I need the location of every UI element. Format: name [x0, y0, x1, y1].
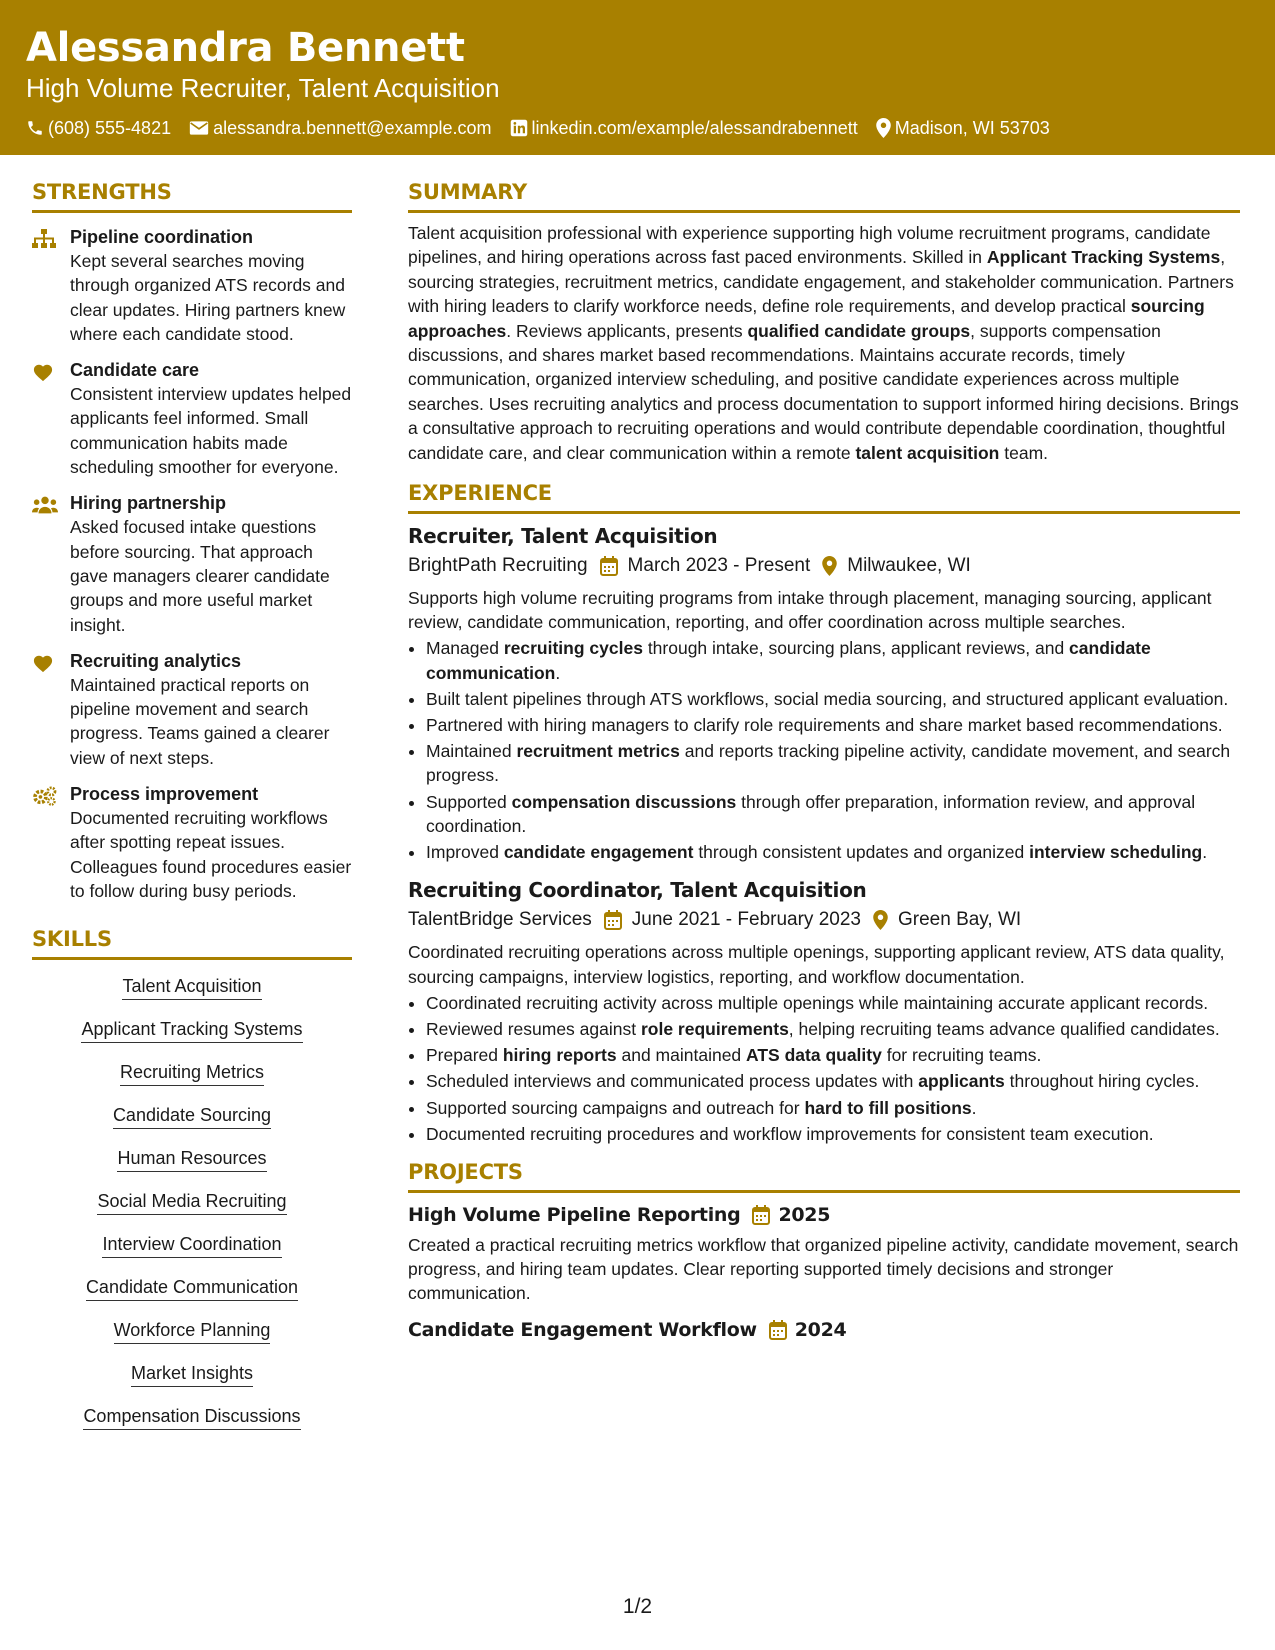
- contact-linkedin[interactable]: [510, 116, 858, 140]
- bullet-item: • Scheduled interviews and communicated process updates with applicants throughout hiring cycles.: [426, 1069, 1240, 1093]
- skill-item: Compensation Discussions: [83, 1404, 300, 1430]
- email-text: alessandra.bennett@example.com: [213, 118, 492, 138]
- contact-bar: [26, 116, 1249, 140]
- phone-icon: [26, 119, 44, 137]
- calendar-icon: [604, 910, 622, 930]
- project-title: High Volume Pipeline Reporting: [408, 1203, 741, 1226]
- job-description: Supports high volume recruiting programs from intake through placement, managing sourcing, applicant review, candidate communication, reporting, and offer coordination across multiple searches.: [408, 588, 1212, 633]
- job-entry: [408, 876, 1240, 1146]
- calendar-icon: [752, 1205, 770, 1225]
- job-meta: [408, 552, 1240, 580]
- skills-list: [32, 974, 352, 1447]
- left-column: [32, 178, 352, 1447]
- skill-item: Candidate Sourcing: [113, 1103, 271, 1129]
- job-title: Recruiter, Talent Acquisition: [408, 524, 718, 549]
- experience-heading: EXPERIENCE: [408, 479, 1240, 514]
- bullet-item: • Maintained recruitment metrics and reports tracking pipeline activity, candidate movement, and search progress.: [426, 739, 1240, 787]
- candidate-headline: High Volume Recruiter, Talent Acquisition: [26, 73, 500, 103]
- strength-desc: Consistent interview updates helped applicants feel informed. Small communication habits made scheduling smoother for everyone.: [70, 384, 352, 478]
- bullet-item: • Reviewed resumes against role requirements, helping recruiting teams advance qualified candidates.: [426, 1017, 1240, 1041]
- strength-title: Process improvement: [70, 784, 259, 805]
- users-icon: [32, 495, 58, 515]
- bullet-item: • Documented recruiting procedures and workflow improvements for consistent team execution.: [426, 1122, 1240, 1146]
- contact-phone[interactable]: [26, 116, 171, 140]
- bullet-item: • Coordinated recruiting activity across multiple openings while maintaining accurate applicant records.: [426, 991, 1240, 1015]
- right-column: [408, 178, 1240, 1344]
- project-header: [408, 1316, 1240, 1344]
- skill-item: Market Insights: [131, 1361, 253, 1387]
- strength-title: Pipeline coordination: [70, 227, 254, 247]
- project-header: [408, 1201, 1240, 1229]
- calendar-icon: [600, 556, 618, 576]
- summary-heading: SUMMARY: [408, 178, 1240, 213]
- skill-item: Talent Acquisition: [122, 974, 261, 1000]
- sitemap-icon: [32, 229, 56, 249]
- skill-item: Workforce Planning: [114, 1318, 271, 1344]
- linkedin-icon: [510, 119, 528, 137]
- strengths-heading: STRENGTHS: [32, 178, 352, 213]
- linkedin-text: linkedin.com/example/alessandrabennett: [531, 118, 858, 138]
- job-company: BrightPath Recruiting: [408, 555, 588, 577]
- map-pin-icon: [822, 556, 837, 576]
- job-dates: March 2023 - Present: [627, 555, 811, 577]
- bullet-item: • Built talent pipelines through ATS workflows, social media sourcing, and structured applicant evaluation.: [426, 687, 1240, 711]
- summary-text: Talent acquisition professional with experience supporting high volume recruitment programs, candidate pipelines, and hiring operations across fast paced environments. Skilled in Applicant Tracking Systems, sourcing strategies, recruitment metrics, candidate engagement, and stakeholder communication. Partners with hiring leaders to clarify workforce needs, define role requirements, and develop practical sourcing approaches. Reviews applicants, presents qualified candidate groups, supports compensation discussions, and shares market based recommendations. Maintains accurate records, timely communication, organized interview scheduling, and positive candidate experiences across multiple searches. Uses recruiting analytics and process documentation to support informed hiring decisions. Brings a consultative approach to recruiting operations and would contribute dependable coordination, thoughtful candidate care, and clear communication within a remote talent acquisition team.: [408, 223, 1239, 463]
- heart-icon: [32, 362, 54, 382]
- strength-desc: Documented recruiting workflows after spotting repeat issues. Colleagues found procedures easier to follow during busy periods.: [70, 808, 352, 901]
- bullet-item: • Partnered with hiring managers to clarify role requirements and share market based recommendations.: [426, 713, 1240, 737]
- envelope-icon: [189, 119, 209, 137]
- strength-item: [32, 225, 352, 346]
- resume-header: [0, 0, 1275, 155]
- project-year: 2024: [794, 1318, 847, 1341]
- skill-item: Social Media Recruiting: [97, 1189, 286, 1215]
- job-dates: June 2021 - February 2023: [631, 909, 861, 931]
- phone-text: (608) 555-4821: [48, 118, 172, 138]
- skill-item: Human Resources: [117, 1146, 266, 1172]
- map-pin-icon: [873, 910, 888, 930]
- bullet-item: • Supported compensation discussions through offer preparation, information review, and approval coordination.: [426, 790, 1240, 838]
- strength-item: [32, 358, 352, 479]
- map-pin-icon: [876, 118, 891, 138]
- project-description: Created a practical recruiting metrics workflow that organized pipeline activity, candidate movement, search progress, and hiring team updates. Clear reporting supported timely decisions and stronger communication.: [408, 1234, 1239, 1304]
- job-location: Milwaukee, WI: [847, 555, 971, 577]
- strength-desc: Kept several searches moving through organized ATS records and clear updates. Hiring partners knew where each candidate stood.: [70, 251, 346, 344]
- calendar-icon: [769, 1320, 787, 1340]
- skill-item: Interview Coordination: [102, 1232, 281, 1258]
- strength-desc: Asked focused intake questions before sourcing. That approach gave managers clearer candidate groups and more useful market insight.: [70, 517, 330, 635]
- strength-item: [32, 649, 352, 770]
- job-description: Coordinated recruiting operations across multiple openings, supporting applicant review, ATS data quality, sourcing campaigns, interview logistics, reporting, and workflow documentation.: [408, 942, 1225, 987]
- project-title: Candidate Engagement Workflow: [408, 1318, 757, 1341]
- job-bullets: [408, 636, 1240, 864]
- skill-item: Candidate Communication: [86, 1275, 298, 1301]
- contact-location: [876, 116, 1050, 140]
- job-location: Green Bay, WI: [897, 909, 1022, 931]
- strength-title: Recruiting analytics: [70, 650, 242, 671]
- strength-title: Hiring partnership: [70, 493, 227, 514]
- bullet-item: • Managed recruiting cycles through intake, sourcing plans, applicant reviews, and candidate communication.: [426, 636, 1240, 684]
- heart-icon: [32, 653, 54, 673]
- page-number: 1/2: [622, 1595, 653, 1618]
- job-title: Recruiting Coordinator, Talent Acquisition: [408, 878, 867, 903]
- job-company: TalentBridge Services: [408, 909, 592, 931]
- job-bullets: [408, 991, 1240, 1146]
- bullet-item: • Supported sourcing campaigns and outreach for hard to fill positions.: [426, 1096, 1240, 1120]
- strength-item: [32, 491, 352, 636]
- project-entry: [408, 1316, 1240, 1344]
- strength-desc: Maintained practical reports on pipeline movement and search progress. Teams gained a clearer view of next steps.: [70, 674, 330, 768]
- job-entry: [408, 522, 1240, 864]
- strength-title: Candidate care: [70, 360, 200, 381]
- project-year: 2025: [778, 1203, 831, 1226]
- skill-item: Applicant Tracking Systems: [81, 1017, 302, 1043]
- contact-email[interactable]: [189, 116, 491, 140]
- skills-heading: SKILLS: [32, 925, 352, 960]
- strength-item: [32, 782, 352, 903]
- skill-item: Recruiting Metrics: [120, 1060, 264, 1086]
- bullet-item: • Improved candidate engagement through consistent updates and organized interview scheduling.: [426, 840, 1240, 864]
- project-entry: [408, 1201, 1240, 1306]
- bullet-item: • Prepared hiring reports and maintained ATS data quality for recruiting teams.: [426, 1043, 1240, 1067]
- candidate-name: Alessandra Bennett: [26, 25, 465, 71]
- job-meta: [408, 906, 1240, 934]
- location-text: Madison, WI 53703: [894, 118, 1050, 138]
- gears-icon: [32, 786, 58, 806]
- projects-heading: PROJECTS: [408, 1158, 1240, 1193]
